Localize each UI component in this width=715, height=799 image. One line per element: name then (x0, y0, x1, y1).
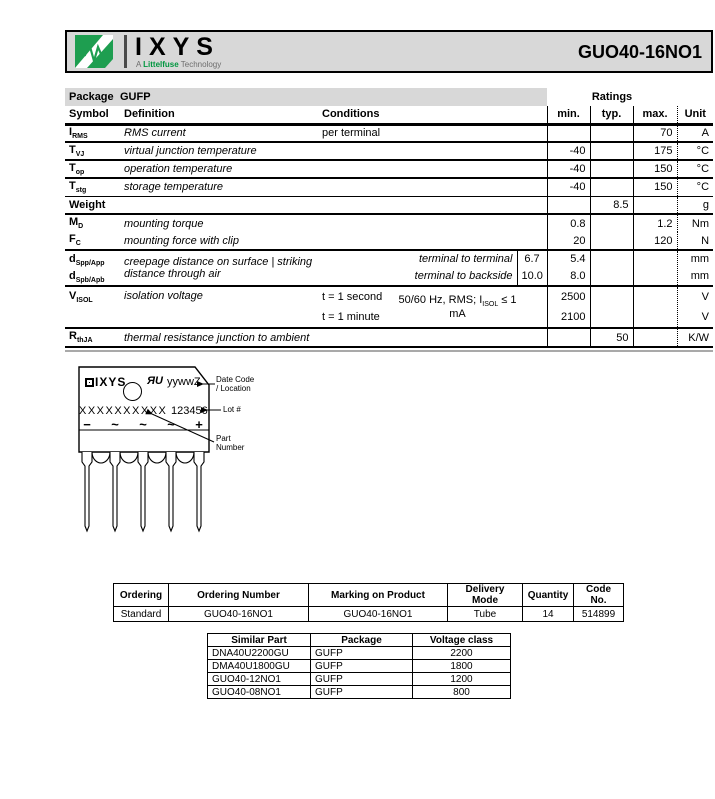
table-row (65, 160, 713, 178)
package-label: Package (69, 91, 114, 103)
spacer-cell (517, 178, 547, 196)
table-cell: Standard (114, 607, 169, 622)
definition-cell: mounting torque (124, 217, 204, 230)
maximum-ratings-table (65, 88, 713, 352)
symbol-cell: $T_{VJ}$ (69, 143, 85, 159)
table-cell: DMA40U1800GU (208, 660, 311, 673)
tagline-suffix: Technology (178, 60, 222, 69)
column-header-typ: typ. (590, 106, 633, 124)
column-header-spacer (517, 106, 547, 124)
unit-cell: °C (677, 142, 713, 160)
unit-cell: °C (677, 178, 713, 196)
typ-cell (590, 142, 633, 160)
column-header: Similar Part (208, 634, 311, 647)
similar-parts-table (207, 633, 511, 699)
column-header-min: min. (547, 106, 590, 124)
table-cell: GUFP (311, 660, 413, 673)
logo-divider (124, 35, 127, 68)
max-cell: 150 (633, 178, 677, 196)
title-bar (65, 30, 713, 73)
brand-tagline (136, 60, 221, 69)
table-row (65, 328, 713, 347)
part-number-marking: XXXXXXXXXX (79, 405, 168, 417)
min-cell (547, 196, 590, 214)
unit-cell: Nm (677, 214, 713, 232)
table-cell: 2200 (413, 647, 511, 660)
max-cell (633, 286, 677, 328)
column-header: Delivery Mode (448, 584, 523, 607)
table-row (208, 660, 511, 673)
spacer-cell (517, 232, 547, 250)
max-cell: 120 (633, 232, 677, 250)
column-header: Ordering Number (169, 584, 309, 607)
terminal-ac-mark: ~ (167, 417, 175, 432)
definition-cell: RMS current (124, 127, 186, 140)
symbol-cell: $I_{RMS}$ (69, 126, 88, 141)
symbol-cell: $T_{stg}$ (69, 180, 87, 195)
similar-header-row (208, 634, 511, 647)
table-cell: GUFP (311, 647, 413, 660)
max-cell (633, 250, 677, 286)
shared-condition: 50/60 Hz, RMS; $I_{ISOL} \le 1$ mA (398, 293, 517, 321)
definition-cell: thermal resistance junction to ambient (124, 331, 310, 344)
table-row (65, 178, 713, 196)
max-cell: 150 (633, 160, 677, 178)
min-cell (547, 328, 590, 347)
spacer-cell (517, 160, 547, 178)
brand-name: IXYS (135, 33, 220, 61)
unit-cell: N (677, 232, 713, 250)
symbol-cell: $M_D$ (69, 216, 84, 231)
condition-cell: terminal to terminal terminal to backside (414, 253, 513, 282)
symbol-cell: $R_{thJA}$ (69, 330, 93, 345)
column-header: Ordering (114, 584, 169, 607)
package-outline-drawing (70, 362, 330, 562)
distance-value-cell: 6.7 10.0 (517, 250, 547, 286)
definition-cell: isolation voltage (124, 290, 203, 302)
table-row (65, 232, 713, 250)
spacer-cell (517, 286, 547, 328)
definition-cell: operation temperature (124, 163, 233, 175)
table-row (65, 250, 713, 286)
symbol-cell: $V_{ISOL}$ (69, 290, 93, 305)
condition-cell: per terminal (322, 127, 381, 140)
spacer-cell (517, 328, 547, 347)
column-header-row (65, 106, 713, 124)
terminal-plus-mark: + (195, 417, 203, 432)
table-cell: GUFP (311, 686, 413, 699)
min-cell (547, 124, 590, 142)
page-title-part-number: GUO40-16NO1 (577, 42, 702, 62)
weight-label: Weight (69, 198, 106, 211)
min-cell: -40 (547, 160, 590, 178)
definition-cell: creepage distance on surface | striking distance through air (124, 256, 313, 280)
ordering-header-row (114, 584, 624, 607)
max-cell: 1.2 (633, 214, 677, 232)
table-cell: DNA40U2200GU (208, 647, 311, 660)
table-cell: GUO40-12NO1 (208, 673, 311, 686)
package-body-icon (70, 362, 330, 562)
column-header: Quantity (523, 584, 574, 607)
spacer-cell (517, 124, 547, 142)
table-cell: 14 (523, 607, 574, 622)
condition-cell: t = 1 second t = 1 minute 50/60 Hz, RMS; $I_{ISOL} \le 1$ mA (322, 291, 517, 323)
table-row (208, 673, 511, 686)
terminal-minus-mark: − (83, 417, 91, 432)
table-cell: 800 (413, 686, 511, 699)
table-row (208, 647, 511, 660)
table-cell: 514899 (574, 607, 624, 622)
terminal-ac-mark: ~ (139, 417, 147, 432)
spacer-cell (517, 142, 547, 160)
date-code-label: Date Code / Location (216, 375, 255, 393)
table-row (65, 286, 713, 328)
column-header-unit: Unit (677, 106, 713, 124)
package-band (65, 88, 547, 106)
table-row (65, 124, 713, 142)
max-cell: 175 (633, 142, 677, 160)
unit-cell: V V (677, 286, 713, 328)
unit-cell: mm mm (677, 250, 713, 286)
unit-cell: g (677, 196, 713, 214)
table-cell: 1800 (413, 660, 511, 673)
ratings-label: Ratings (591, 91, 633, 103)
table-cell: GUO40-16NO1 (169, 607, 309, 622)
ordering-table (113, 583, 624, 622)
table-band-row (65, 88, 713, 106)
table-row (114, 607, 624, 622)
definition-cell: virtual junction temperature (124, 145, 257, 157)
part-number-label: Part Number (216, 434, 245, 452)
spacer-cell (517, 196, 547, 214)
column-header-max: max. (633, 106, 677, 124)
band-spacer (677, 88, 713, 106)
max-cell: 70 (633, 124, 677, 142)
column-header: Code No. (574, 584, 624, 607)
min-cell: -40 (547, 178, 590, 196)
table-bottom-shadow (65, 350, 713, 352)
spacer-cell (517, 214, 547, 232)
typ-cell (590, 250, 633, 286)
table-row (65, 214, 713, 232)
max-cell (633, 328, 677, 347)
typ-cell (590, 178, 633, 196)
ixys-square-icon (85, 378, 94, 387)
unit-cell: A (677, 124, 713, 142)
ixys-logo-icon (73, 35, 117, 68)
column-header: Voltage class (413, 634, 511, 647)
column-header: Package (311, 634, 413, 647)
tagline-brand: Littelfuse (143, 60, 179, 69)
column-header-definition: Definition (124, 108, 175, 121)
typ-cell (590, 286, 633, 328)
definition-cell: storage temperature (124, 181, 224, 194)
date-code-marking: yywwZ (167, 376, 201, 388)
ul-recognized-icon: ЯU (147, 375, 163, 387)
symbol-cell: $T_{op}$ (69, 161, 85, 177)
typ-cell (590, 214, 633, 232)
package-value: GUFP (120, 91, 151, 103)
table-row (65, 196, 713, 214)
typ-cell (590, 160, 633, 178)
min-cell: 0.8 (547, 214, 590, 232)
typ-cell: 50 (590, 328, 633, 347)
table-cell: GUFP (311, 673, 413, 686)
table-cell: GUO40-16NO1 (309, 607, 448, 622)
typ-cell: 8.5 (590, 196, 633, 214)
symbol-cell: $F_C$ (69, 233, 81, 248)
typ-cell (590, 124, 633, 142)
table-row (65, 142, 713, 160)
table-cell: GUO40-08NO1 (208, 686, 311, 699)
definition-cell: mounting force with clip (124, 234, 239, 247)
column-header: Marking on Product (309, 584, 448, 607)
column-header-conditions: Conditions (322, 108, 380, 121)
unit-cell: °C (677, 160, 713, 178)
table-cell: 1200 (413, 673, 511, 686)
lot-number-marking: 123456 (171, 405, 208, 417)
min-cell: 2500 2100 (547, 286, 590, 328)
pin1-circle-mark (123, 382, 142, 401)
min-cell: -40 (547, 142, 590, 160)
typ-cell (590, 232, 633, 250)
tagline-prefix: A (136, 60, 144, 69)
ixys-marking-logo: IXYS (85, 375, 126, 389)
symbol-cell: $d_{Spp/App}$ $d_{Spb/Apb}$ (69, 253, 105, 285)
table-row (208, 686, 511, 699)
lot-label: Lot # (223, 405, 241, 414)
terminal-ac-mark: ~ (111, 417, 119, 432)
min-cell: 5.4 8.0 (547, 250, 590, 286)
min-cell: 20 (547, 232, 590, 250)
column-header-symbol: Symbol (69, 108, 109, 121)
unit-cell: K/W (677, 328, 713, 347)
table-cell: Tube (448, 607, 523, 622)
max-cell (633, 196, 677, 214)
